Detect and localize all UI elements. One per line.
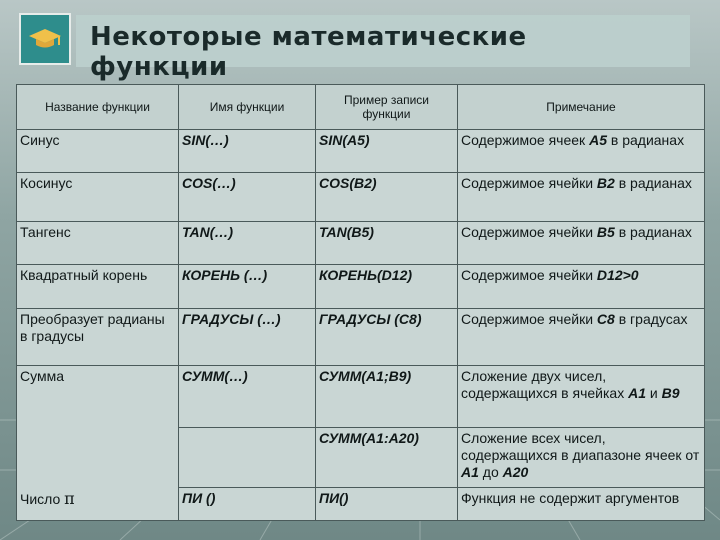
table-row	[17, 488, 705, 521]
table-row	[17, 222, 705, 265]
table-row	[17, 130, 705, 173]
note-text: Сложение всех чисел, содержащихся в диапазоне ячеек от	[461, 430, 700, 463]
note-text-end: в радианах	[606, 132, 685, 148]
note-text: Содержимое ячейки	[461, 175, 597, 191]
note-text-end: в радианах	[614, 224, 692, 240]
note-ref: A1	[461, 464, 479, 480]
cell-example: СУММ(A1:A20)	[316, 428, 458, 488]
note-ref: B5	[596, 224, 615, 240]
cell-name: Косинус	[17, 173, 179, 222]
cell-fname: ГРАДУСЫ (…)	[179, 309, 316, 366]
note-text: Содержимое ячейки	[461, 311, 597, 327]
cell-fname: СУММ(…)	[179, 366, 316, 428]
note-text: Содержимое ячеек	[461, 132, 590, 148]
header-example: Пример записи функции	[316, 85, 458, 130]
note-ref: C8	[596, 311, 615, 327]
functions-table-wrapper	[16, 84, 704, 521]
note-ref-2: B9	[661, 385, 680, 401]
cell-example: ГРАДУСЫ (C8)	[316, 309, 458, 366]
note-text: Содержимое ячейки	[461, 267, 597, 283]
cell-note	[458, 309, 705, 366]
cell-example: КОРЕНЬ(D12)	[316, 265, 458, 309]
note-text-mid: и	[646, 385, 662, 401]
header-function-id: Имя функции	[179, 85, 316, 130]
cell-example: СУММ(A1;B9)	[316, 366, 458, 428]
cell-note	[458, 130, 705, 173]
cell-example: COS(B2)	[316, 173, 458, 222]
note-ref: A1	[628, 385, 647, 401]
table-row	[17, 173, 705, 222]
name-text: Число	[20, 490, 61, 507]
cell-example: TAN(B5)	[316, 222, 458, 265]
cell-example: SIN(A5)	[316, 130, 458, 173]
table-row	[17, 309, 705, 366]
table-row	[17, 265, 705, 309]
cell-fname: COS(…)	[179, 173, 316, 222]
cell-note	[458, 265, 705, 309]
cell-note	[458, 428, 705, 488]
cell-example: ПИ()	[316, 488, 458, 521]
cell-name: Тангенс	[17, 222, 179, 265]
graduation-cap-icon	[28, 26, 62, 52]
table-row	[17, 366, 705, 428]
note-text-end: в градусах	[614, 311, 688, 327]
note-ref: A5	[589, 132, 607, 148]
table-header-row	[17, 85, 705, 130]
header-function-name: Название функции	[17, 85, 179, 130]
cell-fname: SIN(…)	[179, 130, 316, 173]
note-ref: B2	[596, 175, 615, 191]
cell-name: Сумма	[17, 366, 179, 428]
note-text: Содержимое ячейки	[461, 224, 597, 240]
cell-name: Преобразует радианы в градусы	[17, 309, 179, 366]
cell-note: Функция не содержит аргументов	[458, 488, 705, 521]
cell-fname-empty	[179, 428, 316, 488]
cell-note	[458, 222, 705, 265]
cell-fname: ПИ ()	[179, 488, 316, 521]
cell-name-empty	[17, 428, 179, 488]
cell-name: Квадратный корень	[17, 265, 179, 309]
cell-fname: КОРЕНЬ (…)	[179, 265, 316, 309]
note-text-end: в радианах	[614, 175, 692, 191]
note-ref: D12>0	[596, 267, 639, 283]
note-text: Сложение двух чисел, содержащихся в ячейках	[461, 368, 629, 401]
cell-fname: TAN(…)	[179, 222, 316, 265]
pi-symbol: π	[64, 488, 75, 508]
note-text-mid: до	[478, 464, 503, 480]
cell-name	[17, 488, 179, 521]
note-ref-2: A20	[502, 464, 529, 480]
cell-name: Синус	[17, 130, 179, 173]
page-title: Некоторые математические функции	[90, 22, 527, 82]
header-note: Примечание	[458, 85, 705, 130]
cell-note	[458, 366, 705, 428]
logo	[19, 13, 71, 65]
functions-table	[16, 84, 705, 521]
cell-note	[458, 173, 705, 222]
table-row	[17, 428, 705, 488]
